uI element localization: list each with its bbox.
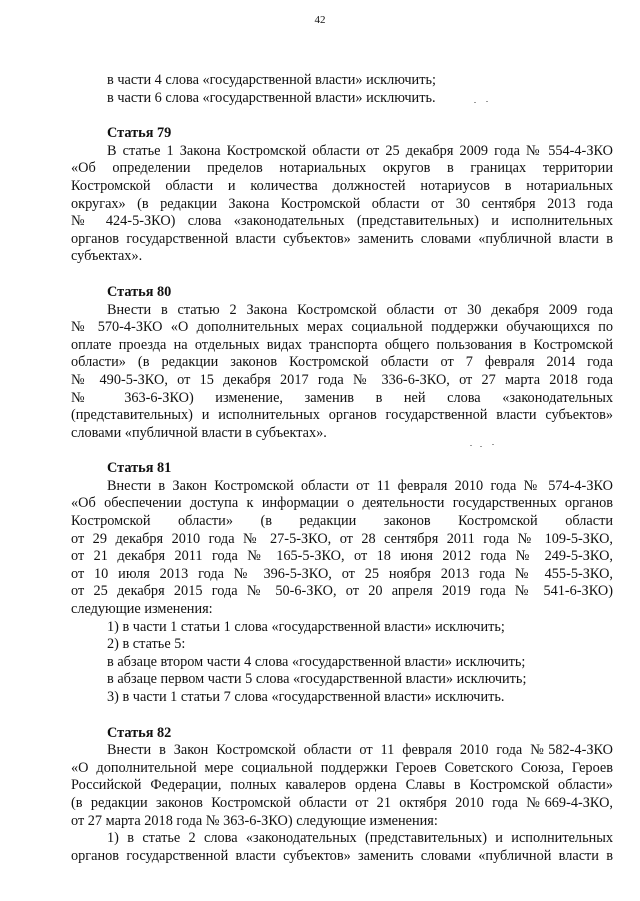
article-81 (71, 460, 613, 706)
text-line: оплате проезда на отдельных видах транспорта общего пользования в Костромской (71, 336, 613, 353)
article-79 (71, 125, 613, 266)
text-line: субъектах». (71, 248, 143, 265)
text-line: в абзаце первом части 5 слова «государственной власти» исключить; (107, 671, 527, 688)
article-heading: Статья 80 (107, 283, 172, 300)
text-line: «О дополнительной мере социальной поддержки Героев Советского Союза, Героев (71, 759, 613, 776)
text-line: в абзаце втором части 4 слова «государственной власти» исключить; (107, 653, 526, 670)
text-line: № 363-6-ЗКО) изменение, заменив в ней слова «законодательных (71, 389, 613, 406)
text-line: Внести в статью 2 Закона Костромской области от 30 декабря 2009 года (107, 301, 613, 318)
text-line: от 21 декабря 2011 года № 165-5-ЗКО, от 18 июня 2012 года № 249-5-ЗКО, (71, 548, 613, 565)
article-heading: Статья 82 (107, 724, 172, 741)
article-heading: Статья 81 (107, 460, 172, 477)
text-line: от 27 марта 2018 года № 363-6-ЗКО) следующие изменения: (71, 812, 438, 829)
document-body (71, 72, 613, 865)
text-line: Российской Федерации, полных кавалеров ордена Славы в Костромской области» (71, 777, 613, 794)
text-line: Костромской области» (в редакции законов Костромской области (71, 513, 613, 530)
scan-speck (470, 445, 472, 446)
text-line: № 490-5-ЗКО, от 15 декабря 2017 года № 336-6-ЗКО, от 27 марта 2018 года (71, 371, 613, 388)
previous-article-tail (71, 72, 613, 107)
article-82 (71, 725, 613, 866)
text-line: в части 4 слова «государственной власти» исключить; (107, 72, 436, 88)
text-line: (представительных) и исполнительных органов государственной власти субъектов» (71, 407, 613, 424)
page-number: 42 (314, 14, 326, 26)
article-heading: Статья 79 (107, 125, 172, 142)
text-line: «Об определении пределов нотариальных округов в границах территории (71, 160, 613, 177)
text-line: от 25 декабря 2015 года № 50-6-ЗКО, от 20 апреля 2019 года № 541-6-ЗКО) (71, 583, 613, 600)
scan-speck (480, 446, 482, 447)
article-80 (71, 284, 613, 442)
text-line: «Об обеспечении доступа к информации о деятельности государственных органов (71, 495, 613, 512)
text-line: 3) в части 1 статьи 7 слова «государственной власти» исключить. (107, 689, 505, 705)
text-line: Костромской области и количества должностей нотариусов в нотариальных (71, 177, 613, 194)
text-line: № 424-5-ЗКО) слова «законодательных (представительных) и исполнительных (71, 213, 613, 230)
text-line: В статье 1 Закона Костромской области от 25 декабря 2009 года № 554-4-ЗКО (107, 142, 613, 159)
text-line: области» (в редакции законов Костромской области от 7 февраля 2014 года (71, 354, 613, 371)
text-line: (в редакции законов Костромской области от 21 октября 2010 года №669-4-ЗКО, (71, 794, 613, 811)
text-line: Внести в Закон Костромской области от 11 февраля 2010 года №582-4-ЗКО (107, 742, 613, 759)
text-line: от 29 декабря 2010 года № 27-5-ЗКО, от 28 сентября 2011 года № 109-5-ЗКО, (71, 530, 613, 547)
scan-speck (486, 101, 488, 102)
text-line: 1) в статье 2 слова «законодательных (представительных) и исполнительных (107, 830, 613, 847)
text-line: в части 6 слова «государственной власти» исключить. (107, 89, 436, 106)
text-line: органов государственной власти субъектов» заменить словами «публичной власти в (71, 847, 613, 864)
text-line: следующие изменения: (71, 601, 213, 618)
scan-speck (474, 102, 476, 103)
text-line: № 570-4-ЗКО «О дополнительных мерах социальной поддержки обучающихся по (71, 319, 613, 336)
scan-speck (492, 444, 494, 445)
text-line: органов государственной власти субъектов» заменить словами «публичной власти в (71, 230, 613, 247)
text-line: округах» (в редакции Закона Костромской области от 30 сентября 2013 года (71, 195, 613, 212)
text-line: от 10 июля 2013 года № 396-5-ЗКО, от 25 ноября 2013 года № 455-5-ЗКО, (71, 565, 613, 582)
text-line: словами «публичной власти в субъектах». (71, 424, 327, 441)
text-line: 2) в статье 5: (107, 636, 186, 653)
text-line: Внести в Закон Костромской области от 11 февраля 2010 года № 574-4-ЗКО (107, 477, 613, 494)
text-line: 1) в части 1 статьи 1 слова «государственной власти» исключить; (107, 618, 505, 635)
